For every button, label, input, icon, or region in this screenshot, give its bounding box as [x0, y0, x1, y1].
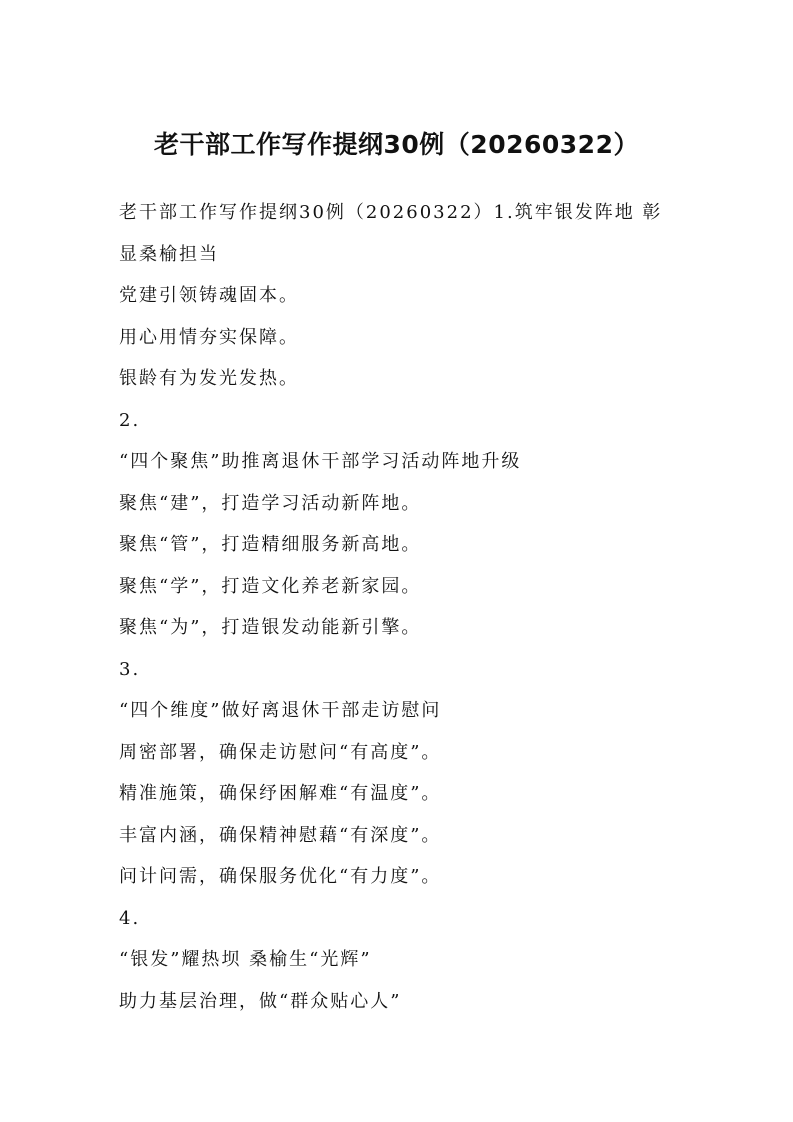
- section-heading: “四个维度”做好离退休干部走访慰问: [119, 700, 442, 721]
- section-heading: “四个聚焦”助推离退休干部学习活动阵地升级: [119, 451, 522, 472]
- body-line: 聚焦“建”，打造学习活动新阵地。: [119, 492, 422, 514]
- body-line: 聚焦“为”，打造银发动能新引擎。: [119, 617, 422, 638]
- body-line: 银龄有为发光发热。: [119, 368, 299, 389]
- body-line: 党建引领铸魂固本。: [119, 285, 299, 306]
- body-line: 助力基层治理，做“群众贴心人”: [119, 990, 402, 1012]
- section-number: 3.: [119, 658, 141, 680]
- body-line: 聚焦“学”，打造文化养老新家园。: [119, 575, 422, 597]
- body-line: 丰富内涵，确保精神慰藉“有深度”。: [119, 824, 442, 846]
- section-number: 4.: [119, 907, 141, 929]
- body-line: 显桑榆担当: [119, 243, 219, 265]
- document-body: [119, 192, 694, 1022]
- body-line: 精准施策，确保纾困解难“有温度”。: [119, 783, 442, 804]
- section-heading: “银发”耀热坝 桑榆生“光辉”: [119, 949, 372, 970]
- body-line: 聚焦“管”，打造精细服务新高地。: [119, 534, 422, 555]
- body-line: 老干部工作写作提纲30例（20260322）1.筑牢银发阵地 彰: [119, 202, 663, 223]
- body-line: 周密部署，确保走访慰问“有高度”。: [119, 741, 442, 763]
- body-line: 用心用情夯实保障。: [119, 326, 299, 348]
- section-number: 2.: [119, 409, 141, 431]
- document-title: 老干部工作写作提纲30例（20260322）: [154, 130, 639, 159]
- body-line: 问计问需，确保服务优化“有力度”。: [119, 866, 442, 887]
